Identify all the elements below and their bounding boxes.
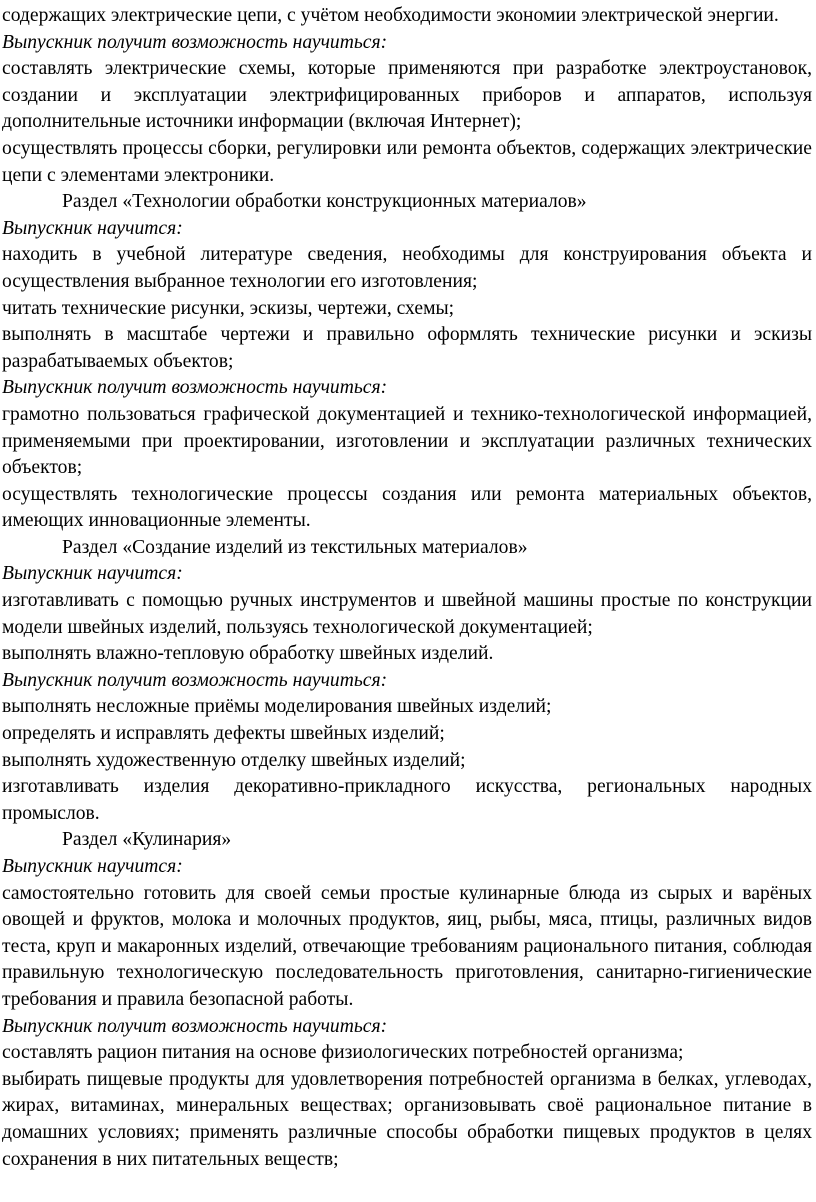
body-text: выполнять несложные приёмы моделирования швейных изделий; bbox=[2, 696, 552, 718]
body-text: читать технические рисунки, эскизы, чертежи, схемы; bbox=[2, 297, 455, 319]
body-text: выполнять художественную отделку швейных изделий; bbox=[2, 749, 466, 771]
subheading-can-learn: Выпускник получит возможность научиться: bbox=[2, 31, 388, 53]
section-title-materials: Раздел «Технологии обработки конструкционных материалов» bbox=[62, 191, 587, 213]
subheading-can-learn: Выпускник получит возможность научиться: bbox=[2, 1015, 388, 1037]
body-text: осуществлять технологические процессы создания или ремонта материальных объектов, имеющих инновационные элементы. bbox=[2, 483, 812, 532]
document-page bbox=[2, 3, 812, 1173]
body-text: содержащих электрические цепи, с учётом необходимости экономии электрической энергии. bbox=[2, 5, 779, 26]
body-text: осуществлять процессы сборки, регулировки или ремонта объектов, содержащих электрические цепи с элементами электроники. bbox=[2, 137, 812, 186]
body-text: выбирать пищевые продукты для удовлетворения потребностей организма в белках, углеводах, жирах, витаминах, минеральных веществах; организовывать своё рациональное питание в домашних условиях; применять различные способы обработки пищевых продуктов в целях сохранения в них питательных веществ; bbox=[2, 1068, 812, 1170]
section-title-cooking: Раздел «Кулинария» bbox=[62, 829, 232, 851]
body-text: составлять электрические схемы, которые применяются при разработке электроустановок, создании и эксплуатации электрифицированных приборов и аппаратов, используя дополнительные источники информации (включая Интернет); bbox=[2, 58, 812, 133]
body-text: самостоятельно готовить для своей семьи простые кулинарные блюда из сырых и варёных овощей и фруктов, молока и молочных продуктов, яиц, рыбы, мяса, птицы, различных видов теста, круп и макаронных изделий, отвечающие требованиям рационального питания, соблюдая правильную технологическую последовательность приготовления, санитарно-гигиенические требования и правила безопасной работы. bbox=[2, 882, 812, 1010]
subheading-will-learn: Выпускник научится: bbox=[2, 217, 183, 239]
body-text: определять и исправлять дефекты швейных изделий; bbox=[2, 723, 445, 745]
body-text: изготавливать изделия декоративно-прикладного искусства, региональных народных промыслов. bbox=[2, 776, 812, 824]
section-title-textile: Раздел «Создание изделий из текстильных материалов» bbox=[62, 536, 528, 558]
subheading-can-learn: Выпускник получит возможность научиться: bbox=[2, 377, 388, 399]
body-text: грамотно пользоваться графической документацией и технико-технологической информацией, применяемыми при проектировании, изготовлении и эксплуатации различных технических объектов; bbox=[2, 403, 812, 479]
subheading-can-learn: Выпускник получит возможность научиться: bbox=[2, 669, 388, 691]
body-text: выполнять влажно-тепловую обработку швейных изделий. bbox=[2, 643, 494, 665]
body-text: находить в учебной литературе сведения, необходимы для конструирования объекта и осуществления выбранное технологии его изготовления; bbox=[2, 244, 812, 292]
subheading-will-learn: Выпускник научится: bbox=[2, 563, 183, 585]
body-text: составлять рацион питания на основе физиологических потребностей организма; bbox=[2, 1042, 684, 1064]
body-text: выполнять в масштабе чертежи и правильно оформлять технические рисунки и эскизы разрабатываемых объектов; bbox=[2, 324, 812, 372]
subheading-will-learn: Выпускник научится: bbox=[2, 856, 183, 877]
body-text: изготавливать с помощью ручных инструментов и швейной машины простые по конструкции модели швейных изделий, пользуясь технологической документацией; bbox=[2, 590, 812, 638]
